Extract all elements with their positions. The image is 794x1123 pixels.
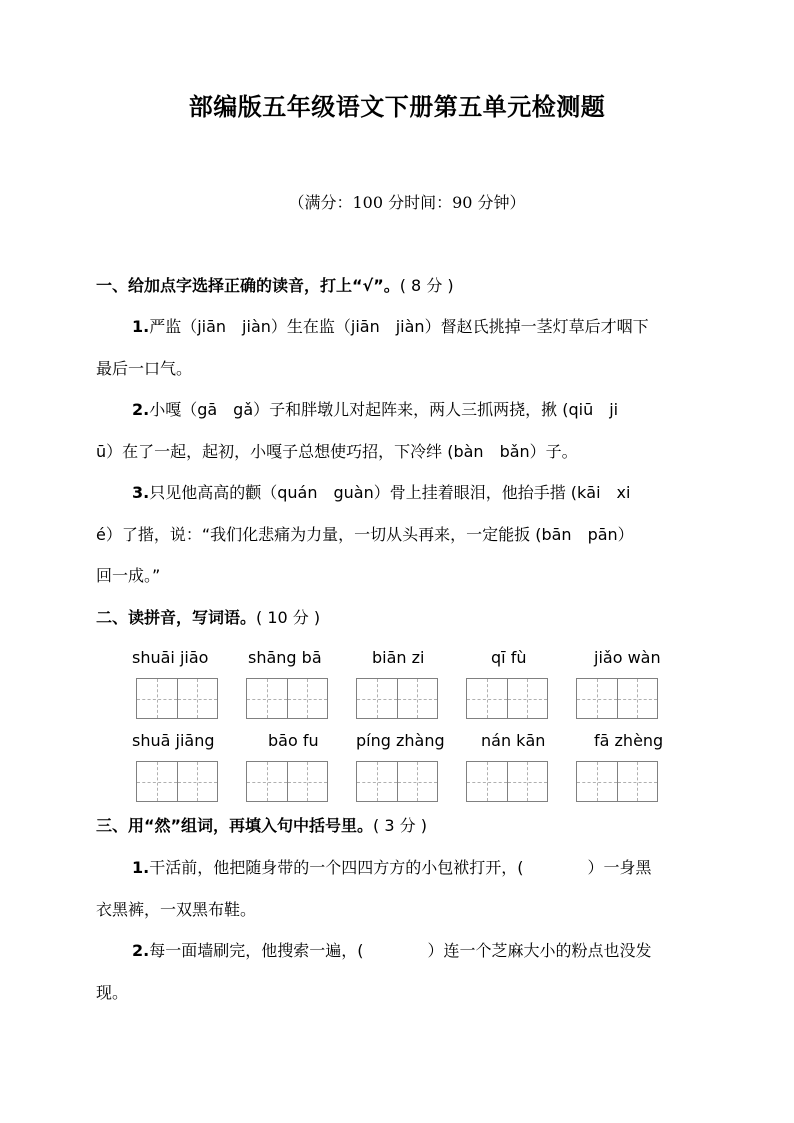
section-3-title: 三、用“然”组词，再填入句中括号里。 — [96, 816, 374, 835]
section-1-title: 一、给加点字选择正确的读音，打上“√”。 — [96, 276, 400, 295]
writing-grid[interactable] — [356, 678, 438, 719]
writing-grid[interactable] — [246, 678, 328, 719]
pinyin-label: qī fù — [491, 648, 527, 667]
writing-grid[interactable] — [136, 678, 218, 719]
section-1-heading — [96, 273, 454, 296]
pinyin-label: fā zhèng — [594, 731, 664, 750]
question-text: 每一面墙刷完，他搜索一遍，( ）连一个芝麻大小的粉点也没发 — [149, 941, 652, 960]
pinyin-label: shāng bā — [248, 648, 322, 667]
question-text: 干活前，他把随身带的一个四四方方的小包袱打开，( ）一身黑 — [149, 858, 652, 877]
page-title: 部编版五年级语文下册第五单元检测题 — [188, 93, 606, 121]
pinyin-label: bāo fu — [268, 731, 319, 750]
question-1-3-line-1 — [132, 480, 630, 503]
question-3-1-line-2: 衣黑裤，一双黑布鞋。 — [96, 900, 257, 919]
writing-grid[interactable] — [576, 761, 658, 802]
question-3-2-line-1 — [132, 938, 651, 961]
score-time-info: （满分：100 分时间：90 分钟） — [288, 193, 526, 212]
writing-grid[interactable] — [356, 761, 438, 802]
section-2-title: 二、读拼音，写词语。 — [96, 608, 257, 627]
writing-grid[interactable] — [466, 761, 548, 802]
section-3-heading — [96, 813, 427, 836]
question-number: 3. — [132, 483, 150, 502]
question-number: 1. — [132, 317, 150, 336]
pinyin-label: shuāi jiāo — [132, 648, 209, 667]
question-number: 2. — [132, 400, 150, 419]
pinyin-label: píng zhàng — [356, 731, 445, 750]
section-3-points: ( 3 分 ) — [373, 816, 427, 835]
question-1-2-line-2: ū）在了一起，起初，小嘎子总想使巧招，下冷绊 (bàn bǎn）子。 — [96, 442, 578, 461]
question-1-2-line-1 — [132, 397, 618, 420]
question-text: 小嘎（gā gǎ）子和胖墩儿对起阵来，两人三抓两挠，揪 (qiū ji — [149, 400, 619, 419]
question-1-1-line-2: 最后一口气。 — [96, 359, 193, 378]
question-3-1-line-1 — [132, 855, 651, 878]
question-text: 只见他高高的颧（quán guàn）骨上挂着眼泪，他抬手揩 (kāi xi — [149, 483, 631, 502]
writing-grid[interactable] — [136, 761, 218, 802]
section-1-points: ( 8 分 ) — [399, 276, 454, 295]
pinyin-label: nán kān — [481, 731, 546, 750]
question-1-1-line-1 — [132, 314, 649, 337]
pinyin-label: jiǎo wàn — [594, 648, 661, 667]
writing-grid[interactable] — [246, 761, 328, 802]
pinyin-label: biān zi — [372, 648, 425, 667]
question-1-3-line-2: é）了揩，说：“我们化悲痛为力量，一切从头再来，一定能扳 (bān pān） — [96, 525, 634, 544]
question-number: 2. — [132, 941, 150, 960]
question-1-3-line-3: 回一成。” — [96, 566, 161, 585]
writing-grid[interactable] — [466, 678, 548, 719]
pinyin-label: shuā jiāng — [132, 731, 215, 750]
question-text: 严监（jiān jiàn）生在监（jiān jiàn）督赵氏挑掉一茎灯草后才咽下 — [149, 317, 649, 336]
writing-grid[interactable] — [576, 678, 658, 719]
section-2-heading — [96, 605, 320, 628]
question-3-2-line-2: 现。 — [96, 983, 129, 1002]
section-2-points: ( 10 分 ) — [256, 608, 321, 627]
question-number: 1. — [132, 858, 150, 877]
